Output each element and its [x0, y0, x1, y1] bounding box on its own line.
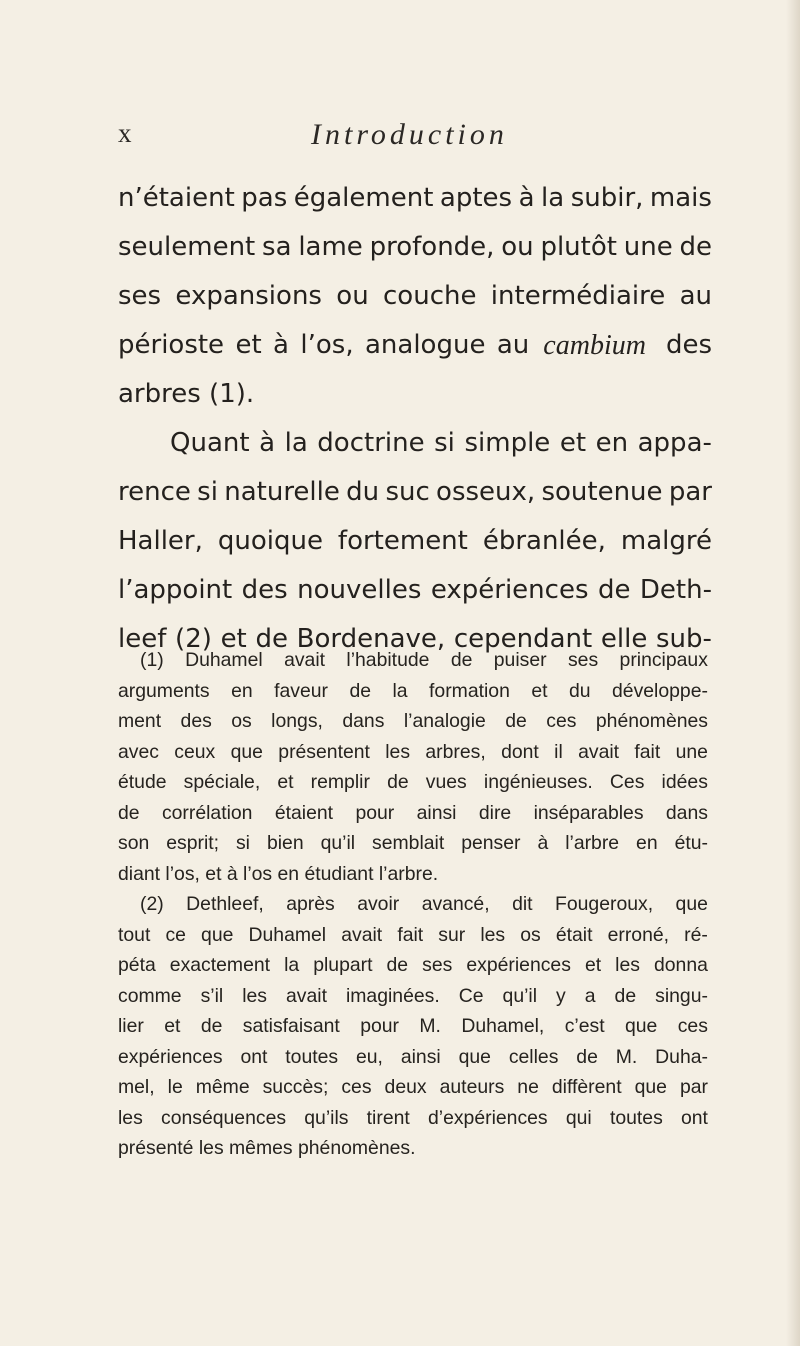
- word: Haller,: [118, 526, 203, 556]
- word: au: [496, 330, 530, 360]
- word: (2): [140, 893, 164, 915]
- word: avait: [284, 649, 326, 671]
- word: par: [668, 477, 712, 507]
- word: de: [679, 232, 712, 262]
- word: pour: [355, 801, 395, 824]
- word: dit: [512, 893, 533, 915]
- word: leef: [118, 624, 167, 654]
- word: comme: [118, 984, 182, 1007]
- word: profonde,: [369, 232, 495, 262]
- word: os: [231, 710, 252, 732]
- word: son: [118, 832, 150, 854]
- word: donna: [653, 954, 708, 976]
- word: exactement: [169, 954, 271, 976]
- word: l’habitude: [346, 649, 430, 671]
- word: ment: [118, 710, 162, 732]
- word: des: [241, 575, 288, 605]
- word: ne: [517, 1076, 539, 1098]
- word: intermédiaire: [490, 281, 666, 311]
- word: de: [349, 679, 372, 702]
- word: soutenue: [541, 477, 663, 507]
- page-header: [118, 118, 706, 158]
- word: avait: [286, 984, 327, 1007]
- word: suc: [385, 477, 430, 507]
- word: que: [458, 1045, 491, 1068]
- word: que: [675, 893, 708, 915]
- word: si: [434, 428, 455, 458]
- word: (1): [140, 649, 164, 671]
- word: l’analogie: [403, 710, 486, 732]
- word: dans: [342, 710, 385, 732]
- word: malgré: [620, 526, 712, 556]
- word: étaient: [274, 801, 334, 824]
- word: ces: [341, 1076, 372, 1098]
- word: de: [387, 771, 409, 793]
- word: M.: [419, 1015, 441, 1037]
- word: M.: [615, 1045, 638, 1068]
- word: appa-: [637, 428, 712, 458]
- footnote-line: [118, 767, 708, 798]
- word: Duhamel,: [461, 1015, 545, 1037]
- word: expériences: [430, 575, 589, 605]
- word: idées: [661, 771, 708, 793]
- word: du: [568, 679, 591, 702]
- word: fortement: [337, 526, 468, 556]
- word: pas: [241, 183, 288, 213]
- word: les: [480, 923, 506, 946]
- word: os: [520, 923, 541, 946]
- word: remplir: [310, 771, 370, 793]
- word: également: [293, 183, 434, 213]
- word: arbres,: [425, 740, 486, 763]
- word: avait: [341, 923, 383, 946]
- word: corrélation: [161, 801, 253, 824]
- word: formation: [429, 679, 510, 702]
- text-segment: des: [665, 330, 712, 360]
- word: singu-: [655, 984, 708, 1007]
- word: plupart: [313, 954, 373, 976]
- word: n’étaient: [118, 183, 235, 213]
- text-line: [118, 272, 712, 321]
- word: dire: [478, 801, 512, 824]
- footnote-line: [118, 1103, 708, 1134]
- word: Deth-: [639, 575, 712, 605]
- word: la: [284, 428, 308, 458]
- word: qu’il: [320, 832, 356, 854]
- word: en: [231, 679, 253, 702]
- word: Duhamel: [248, 923, 327, 946]
- word: esprit;: [166, 832, 220, 854]
- word: lame: [298, 232, 363, 262]
- word: bien: [266, 832, 304, 854]
- word: expansions: [175, 281, 322, 311]
- word: subir,: [570, 183, 644, 213]
- word: seulement: [118, 232, 256, 262]
- word: de: [450, 649, 473, 671]
- word: toutes: [285, 1045, 339, 1068]
- word: de: [118, 801, 140, 824]
- page-edge-shadow: [786, 0, 800, 1346]
- footnote-line: [118, 798, 708, 829]
- word: s’il: [200, 984, 224, 1007]
- word: les: [118, 1106, 143, 1129]
- word: ces: [546, 710, 577, 732]
- word: Dethleef,: [186, 893, 264, 915]
- word: qui: [565, 1106, 592, 1129]
- word: ingénieuses.: [483, 771, 593, 793]
- footnote-line: diant l’os, et à l’os en étudiant l’arbre.: [118, 862, 439, 885]
- word: le: [167, 1076, 183, 1098]
- word: ces: [677, 1015, 708, 1037]
- word: la: [541, 183, 565, 213]
- word: du: [346, 477, 380, 507]
- word: que: [230, 740, 263, 763]
- word: et: [235, 330, 262, 360]
- footnote-line: [118, 737, 708, 768]
- word: par: [679, 1076, 708, 1098]
- word: de: [505, 710, 527, 732]
- word: les: [242, 984, 267, 1007]
- word: Quant: [170, 428, 250, 458]
- word: et: [277, 771, 294, 793]
- word: elle: [600, 624, 648, 654]
- word: ses: [567, 649, 599, 671]
- word: puiser: [493, 649, 547, 671]
- word: et: [559, 428, 587, 458]
- footnote-line: [118, 889, 708, 920]
- word: succès;: [262, 1076, 329, 1098]
- text-line-with-italic: [118, 321, 712, 370]
- word: et: [220, 624, 247, 654]
- word: ou: [501, 232, 534, 262]
- word: osseux,: [436, 477, 536, 507]
- word: sur: [438, 923, 466, 946]
- word: semblait: [372, 832, 445, 854]
- word: les: [615, 954, 640, 976]
- word: ceux: [174, 740, 216, 763]
- word: de: [597, 575, 631, 605]
- word: couche: [383, 281, 477, 311]
- footnote-line: [118, 1072, 708, 1103]
- word: après: [286, 893, 335, 915]
- word: expériences: [118, 1045, 223, 1068]
- word: sub-: [656, 624, 712, 654]
- word: Fougeroux,: [555, 893, 654, 915]
- word: et: [584, 954, 602, 976]
- word: Ce: [458, 984, 484, 1007]
- word: deux: [384, 1076, 427, 1098]
- word: quoique: [217, 526, 323, 556]
- word: lier: [118, 1015, 144, 1037]
- text-line: [118, 517, 712, 566]
- word: une: [675, 740, 708, 763]
- word: mel,: [118, 1076, 155, 1098]
- word: ses: [118, 281, 162, 311]
- word: simple: [464, 428, 551, 458]
- word: satisfaisant: [242, 1015, 340, 1037]
- word: ainsi: [400, 1045, 441, 1068]
- word: la: [392, 679, 408, 702]
- word: il: [554, 740, 563, 763]
- word: expériences: [466, 954, 571, 976]
- word: étude: [118, 771, 167, 793]
- word: dont: [501, 740, 539, 763]
- word: ses: [422, 954, 453, 976]
- footnote-line: [118, 950, 708, 981]
- word: tout: [118, 923, 151, 946]
- word: qu’ils: [304, 1106, 349, 1129]
- word: de: [576, 1045, 598, 1068]
- word: la: [284, 954, 300, 976]
- word: naturelle: [224, 477, 340, 507]
- word: plutôt: [540, 232, 617, 262]
- word: l’appoint: [118, 575, 233, 605]
- word: Ces: [609, 771, 645, 793]
- word: mais: [649, 183, 712, 213]
- word: développe-: [612, 679, 708, 702]
- word: pour: [360, 1015, 399, 1037]
- word: doctrine: [317, 428, 425, 458]
- word: étu-: [674, 832, 708, 854]
- word: avancé,: [421, 893, 490, 915]
- word: que: [634, 1076, 667, 1098]
- word: Duhamel: [185, 649, 263, 671]
- word: fait: [634, 740, 661, 763]
- word: en: [595, 428, 629, 458]
- footnote-line: [118, 920, 708, 951]
- word: avait: [578, 740, 620, 763]
- word: eu,: [355, 1045, 383, 1068]
- word: des: [180, 710, 212, 732]
- word: longs,: [271, 710, 323, 732]
- footnotes: [118, 645, 708, 1164]
- word: à: [259, 428, 276, 458]
- word: avec: [118, 740, 159, 763]
- main-text: [118, 174, 712, 664]
- word: que: [624, 1015, 658, 1037]
- word: de: [255, 624, 288, 654]
- word: arguments: [118, 679, 210, 702]
- word: ont: [240, 1045, 268, 1068]
- word: et: [531, 679, 548, 702]
- word: si: [235, 832, 250, 854]
- word: Bordenave,: [296, 624, 446, 654]
- word: tirent: [366, 1106, 410, 1129]
- word: ont: [680, 1106, 708, 1129]
- word: péta: [118, 954, 156, 976]
- page-number: x: [118, 118, 133, 148]
- word: (2): [175, 624, 212, 654]
- word: de: [386, 954, 409, 976]
- word: cependant: [453, 624, 593, 654]
- word: même: [195, 1076, 250, 1098]
- footnote-line: [118, 645, 708, 676]
- word: une: [623, 232, 673, 262]
- word: vues: [425, 771, 467, 793]
- word: diffèrent: [551, 1076, 622, 1098]
- footnote-line: [118, 676, 708, 707]
- word: celles: [508, 1045, 559, 1068]
- word: de: [614, 984, 637, 1007]
- text-line: [118, 419, 712, 468]
- word: aptes: [439, 183, 513, 213]
- word: d’expériences: [427, 1106, 548, 1129]
- word: sa: [262, 232, 292, 262]
- word: ré-: [684, 923, 708, 946]
- word: ou: [336, 281, 369, 311]
- word: Duha-: [655, 1045, 708, 1068]
- word: au: [679, 281, 712, 311]
- text-line: [118, 468, 712, 517]
- word: périoste: [118, 330, 225, 360]
- word: ainsi: [416, 801, 457, 824]
- word: erroné,: [607, 923, 670, 946]
- text-line: arbres (1).: [118, 379, 255, 409]
- word: nouvelles: [297, 575, 422, 605]
- word: rence: [118, 477, 191, 507]
- word: de: [200, 1015, 223, 1037]
- word: et: [164, 1015, 181, 1037]
- word: à: [537, 832, 549, 854]
- footnote-line: [118, 1042, 708, 1073]
- word: si: [197, 477, 218, 507]
- word: penser: [461, 832, 521, 854]
- word: l’arbre: [565, 832, 620, 854]
- text-line: [118, 174, 712, 223]
- word: en: [636, 832, 658, 854]
- running-title: Introduction: [311, 118, 508, 151]
- word: à: [518, 183, 535, 213]
- word: à: [273, 330, 289, 360]
- word: c’est: [564, 1015, 605, 1037]
- word: dans: [665, 801, 708, 824]
- word: présentent: [278, 740, 370, 763]
- word: phénomènes: [595, 710, 708, 732]
- word: fait: [397, 923, 424, 946]
- footnote-line: [118, 706, 708, 737]
- word: ce: [165, 923, 186, 946]
- word: était: [555, 923, 593, 946]
- text-line: [118, 223, 712, 272]
- word: principaux: [619, 649, 708, 671]
- footnote-line: [118, 981, 708, 1012]
- footnote-line: présenté les mêmes phénomènes.: [118, 1137, 416, 1159]
- word: ébranlée,: [482, 526, 606, 556]
- word: avoir: [357, 893, 400, 915]
- word: les: [385, 740, 411, 763]
- word: auteurs: [439, 1076, 505, 1098]
- word: l’os,: [300, 330, 354, 360]
- word: que: [201, 923, 234, 946]
- word: y: [556, 984, 566, 1007]
- text-line: [118, 566, 712, 615]
- word: qu’il: [502, 984, 538, 1007]
- word: inséparables: [533, 801, 644, 824]
- word: imaginées.: [345, 984, 440, 1007]
- word: conséquences: [161, 1106, 287, 1129]
- word: analogue: [364, 330, 486, 360]
- text-segment: [118, 321, 529, 370]
- word: faveur: [274, 679, 329, 702]
- word: a: [584, 984, 596, 1007]
- word: spéciale,: [183, 771, 261, 793]
- word: toutes: [609, 1106, 663, 1129]
- footnote-line: [118, 1011, 708, 1042]
- italic-term: cambium: [543, 330, 646, 361]
- footnote-line: [118, 828, 708, 859]
